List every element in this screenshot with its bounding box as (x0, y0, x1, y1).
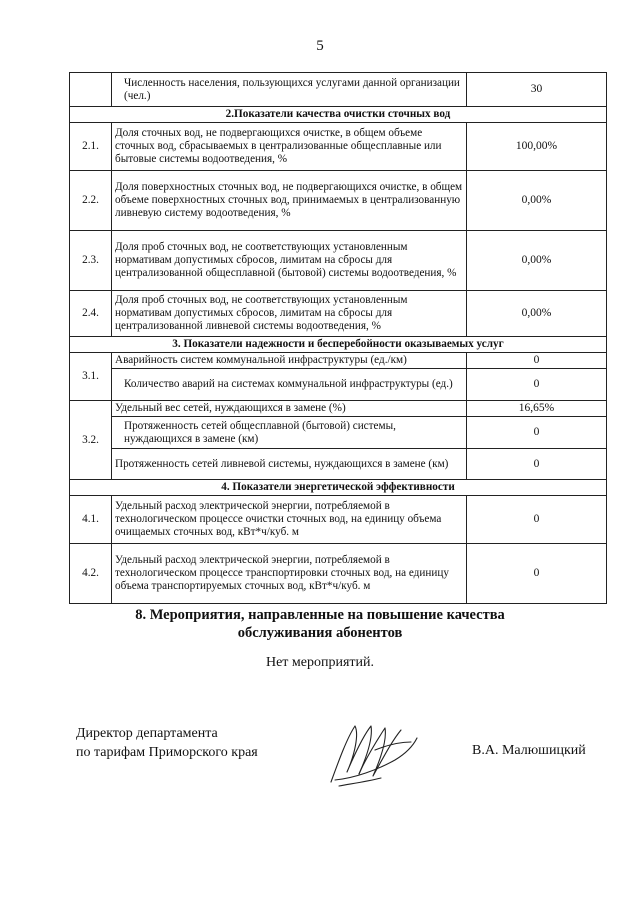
row-text: Протяженность сетей ливневой системы, нуждающихся в замене (км) (112, 449, 467, 480)
table-row (70, 449, 607, 480)
page-number: 5 (316, 38, 324, 54)
table-row (70, 369, 607, 401)
row-number: 2.4. (70, 291, 112, 337)
table-row (70, 544, 607, 604)
row-value: 0 (467, 353, 607, 369)
position-line1: Директор департамента (76, 726, 218, 741)
indicators-table (69, 72, 607, 604)
row-text: Численность населения, пользующихся услугами данной организации (чел.) (112, 73, 467, 107)
row-value: 0 (467, 496, 607, 544)
section-8-heading-line2: обслуживания абонентов (237, 625, 403, 641)
row-text: Доля сточных вод, не подвергающихся очистке, в общем объеме сточных вод, сбрасываемых в централизованные общесплавные или бытовые системы водоотведения, % (112, 123, 467, 171)
section-title: 2.Показатели качества очистки сточных вод (70, 107, 607, 123)
section-header (70, 337, 607, 353)
row-text: Протяженность сетей общесплавной (бытовой) системы, нуждающихся в замене (км) (112, 417, 467, 449)
row-number: 3.2. (70, 401, 112, 480)
row-value: 0,00% (467, 231, 607, 291)
section-header (70, 107, 607, 123)
row-text: Удельный вес сетей, нуждающихся в замене (%) (112, 401, 467, 417)
handwritten-signature (325, 720, 425, 790)
section-8-heading-line1: 8. Мероприятия, направленные на повышение качества (135, 607, 505, 623)
row-value: 0 (467, 417, 607, 449)
table-row (70, 231, 607, 291)
row-value: 0 (467, 369, 607, 401)
row-value: 100,00% (467, 123, 607, 171)
table-row (70, 496, 607, 544)
section-title: 4. Показатели энергетической эффективности (70, 480, 607, 496)
row-value: 30 (467, 73, 607, 107)
row-text: Удельный расход электрической энергии, потребляемой в технологическом процессе очистки сточных вод, на единицу объема очищаемых сточных вод, кВт*ч/куб. м (112, 496, 467, 544)
section-8-heading (0, 606, 640, 642)
section-title: 3. Показатели надежности и бесперебойности оказываемых услуг (70, 337, 607, 353)
table-row (70, 291, 607, 337)
row-value: 0,00% (467, 171, 607, 231)
row-number: 2.1. (70, 123, 112, 171)
row-text: Количество аварий на системах коммунальной инфраструктуры (ед.) (112, 369, 467, 401)
row-text: Аварийность систем коммунальной инфраструктуры (ед./км) (112, 353, 467, 369)
position-line2: по тарифам Приморского края (76, 745, 258, 760)
table-row (70, 123, 607, 171)
row-value: 16,65% (467, 401, 607, 417)
table-row (70, 353, 607, 369)
row-number: 2.3. (70, 231, 112, 291)
row-text: Доля проб сточных вод, не соответствующих установленным нормативам допустимых сбросов, лимитам на сбросы для централизованной ливневой системы водоотведения, % (112, 291, 467, 337)
row-text: Удельный расход электрической энергии, потребляемой в технологическом процессе транспортировки сточных вод, на единицу объема транспортируемых сточных вод, кВт*ч/куб. м (112, 544, 467, 604)
row-number: 3.1. (70, 353, 112, 401)
row-value: 0,00% (467, 291, 607, 337)
signer-name: В.А. Малюшицкий (472, 743, 586, 758)
row-number: 2.2. (70, 171, 112, 231)
table-row (70, 171, 607, 231)
row-value: 0 (467, 449, 607, 480)
signer-position (76, 724, 258, 762)
table-row (70, 401, 607, 417)
row-number (70, 73, 112, 107)
table-row (70, 417, 607, 449)
table-row (70, 73, 607, 107)
row-text: Доля поверхностных сточных вод, не подвергающихся очистке, в общем объеме поверхностных сточных вод, принимаемых в централизованную ливневую систему водоотведения, % (112, 171, 467, 231)
row-number: 4.1. (70, 496, 112, 544)
row-number: 4.2. (70, 544, 112, 604)
row-value: 0 (467, 544, 607, 604)
section-header (70, 480, 607, 496)
no-measures-text: Нет мероприятий. (265, 655, 375, 670)
row-text: Доля проб сточных вод, не соответствующих установленным нормативам допустимых сбросов, лимитам на сбросы для централизованной общесплавной (бытовой) системы водоотведения, % (112, 231, 467, 291)
